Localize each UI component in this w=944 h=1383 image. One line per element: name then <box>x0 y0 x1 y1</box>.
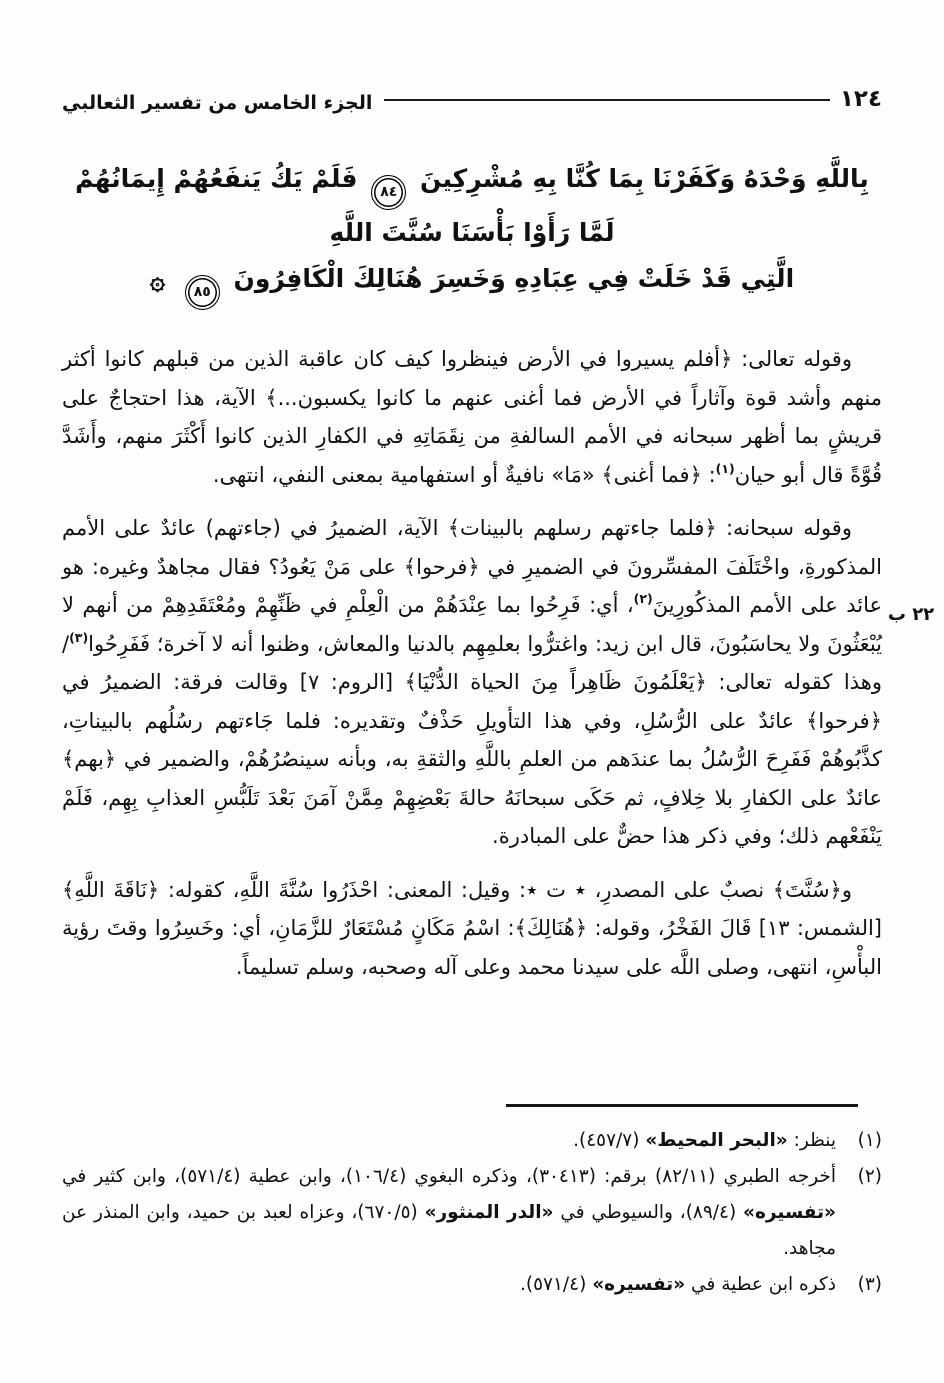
commentary-body <box>62 340 882 986</box>
footnote-text-segment: (٥٧١/٤). <box>519 1273 593 1295</box>
page-number: ١٢٤ <box>839 86 882 112</box>
paragraph-text: : ﴿فما أغنى﴾ «مَا» نافيةٌ أو استفهامية بمعنى النفي، انتهى. <box>212 462 716 487</box>
ayah-number-medallion: ٨٥ <box>185 275 220 310</box>
footnote-text-segment: (٦٧٠/٥)، وعزاه لعبد بن حميد، وابن المنذر عن مجاهد. <box>62 1201 836 1259</box>
paragraph-text: و﴿سُنَّتَ﴾ نصبٌ على المصدرِ، ٭ ت ٭: وقيل: المعنى: احْذَرُوا سُنَّةَ اللَّهِ، كقوله: ﴿نَاقَةَ اللَّهِ﴾ [الشمس: ١٣] قَالَ الفَخْرُ، وقوله: ﴿هُنَالِكَ﴾: اسْمُ مَكَانٍ مُسْتَعَارٌ للزَّمَانِ، أي: وخَسِرُوا وقتَ رؤية البأْسِ، انتهى، وصلى اللَّه على سيدنا محمد وعلى آله وصحبه، وسلم تسليماً. <box>62 877 882 979</box>
footnote-number: (٢) <box>857 1165 882 1187</box>
quran-text: بِاللَّهِ وَحْدَهُ وَكَفَرْنَا بِمَا كُنَّا بِهِ مُشْرِكِينَ <box>419 164 869 193</box>
book-title-citation: «الدر المنثور» <box>424 1201 554 1223</box>
book-title-citation: «تفسيره» <box>743 1201 836 1223</box>
book-title-citation: «تفسيره» <box>592 1273 686 1295</box>
paragraph-text: / وهذا كقوله تعالى: ﴿يَعْلَمُونَ ظَاهِراً مِنَ الحياة الدُّنْيَا﴾ [الروم: ٧] وقالت فرقة: الضميرُ في ﴿فرحوا﴾ عائدٌ على الرُّسُلِ، وفي هذا التأويلِ حَذْفٌ وتقديره: فلما جَاءتهم رسُلُهم بالبيناتِ، كذَّبُوهُمْ فَفَرِحَ الرُّسُلُ بما عندَهم من العلمِ باللَّهِ والثقةِ به، وبأنه سينصُرُهُمْ، والضمير في ﴿بهم﴾ عائدٌ على الكفارِ بلا خِلافٍ، ثم حَكَى سبحانَهُ حالةَ بَعْضِهِمْ مِمَّنْ آمَنَ بَعْدَ تَلَبُّسِ العذابِ بِهِم، فَلَمْ يَنْفَعْهم ذلك؛ وفي ذكر هذا حضٌّ على المبادرة. <box>62 631 883 848</box>
book-title: الجزء الخامس من تفسير الثعالبي <box>62 92 373 114</box>
footnotes-section <box>62 1104 882 1303</box>
footnote-ref-1: (١) <box>715 460 735 476</box>
footnote-text-segment: ينظر: <box>787 1129 836 1151</box>
folio-margin-note: ٢٢ ب <box>887 604 935 625</box>
ayah-number-medallion: ٨٤ <box>371 175 406 210</box>
footnote-text <box>62 1159 836 1267</box>
footnote-text <box>62 1123 836 1159</box>
footnote-number: (٣) <box>857 1273 882 1295</box>
rub-el-hizb-ornament: ۞ <box>149 266 166 296</box>
quran-verse-block <box>62 156 882 310</box>
footnote-number: (١) <box>857 1129 882 1151</box>
paragraph-text: ، أي: فَرِحُوا بما عِنْدَهُمْ من الْعِلْمِ في ظَنِّهِمْ ومُعْتَقَدِهِمْ من أنهم لا يُبْعَثُونَ ولا يحاسَبُونَ، قال ابن زيد: واغترُّوا بعلمِهِم بالدنيا والمعاش، وظنوا أنه لا آخرة؛ فَفَرِحُوا <box>62 593 882 656</box>
footnote-separator-rule <box>506 1104 858 1107</box>
quran-text: فَلَمْ يَكُ يَنفَعُهُمْ إِيمَانُهُمْ لَمَّا رَأَوْا بَأْسَنَا سُنَّتَ اللَّهِ <box>75 164 615 247</box>
footnote-text <box>62 1267 836 1303</box>
footnote-text-segment: أخرجه الطبري (٨٢/١١) برقم: (٣٠٤١٣)، وذكره البغوي (١٠٦/٤)، وابن عطية (٥٧١/٤)، وابن كثير في <box>62 1165 836 1187</box>
page-header <box>62 84 882 114</box>
footnote-text-segment: ذكره ابن عطية في <box>685 1273 836 1295</box>
paragraph <box>62 871 882 987</box>
footnote-text-segment: (٨٩/٤)، والسيوطي في <box>553 1201 744 1223</box>
footnote-text-segment: (٤٥٧/٧). <box>573 1129 646 1151</box>
footnote-item <box>62 1267 882 1303</box>
footnote-item <box>62 1159 882 1267</box>
paragraph-text: وقوله سبحانه: ﴿فلما جاءتهم رسلهم بالبينات﴾ الآية، الضميرُ في (جاءتهم) عائدٌ على الأمم المذكورةِ، واخْتَلَفَ المفسِّرونَ في الضميرِ في ﴿فرحوا﴾ على مَنْ يَعُودُ؟ فقال مجاهدٌ وغيره: هو عائد على الأمم المذكُورِينَ <box>62 516 883 617</box>
quran-text: الَّتِي قَدْ خَلَتْ فِي عِبَادِهِ وَخَسِرَ هُنَالِكَ الْكَافِرُونَ <box>233 264 795 293</box>
paragraph <box>62 509 882 856</box>
paragraph-text: وقوله تعالى: ﴿أفلم يسيروا في الأرض فينظروا كيف كان عاقبة الذين من قبلهم كانوا أكثر منهم وأشد قوة وآثاراً في الأرض فما أغنى عنهم ما كانوا يكسبون...﴾ الآية، هذا احتجاجٌ على قريشٍ بما أظهر سبحانه في الأمم السالفةِ من نِقَمَاتِهِ في الكفارِ الذين كانوا أَكْثَرَ منهم، وأَشَدَّ قُوَّةً قال أبو حيان <box>62 347 882 487</box>
quran-line-1 <box>62 156 882 256</box>
book-title-citation: «البحر المحيط» <box>645 1129 788 1151</box>
header-rule <box>384 99 829 101</box>
footnote-item <box>62 1123 882 1159</box>
quran-line-2 <box>62 256 882 310</box>
paragraph <box>62 340 882 494</box>
footnote-ref-3: (٣) <box>69 629 89 645</box>
footnote-ref-2: (٢) <box>633 591 653 606</box>
